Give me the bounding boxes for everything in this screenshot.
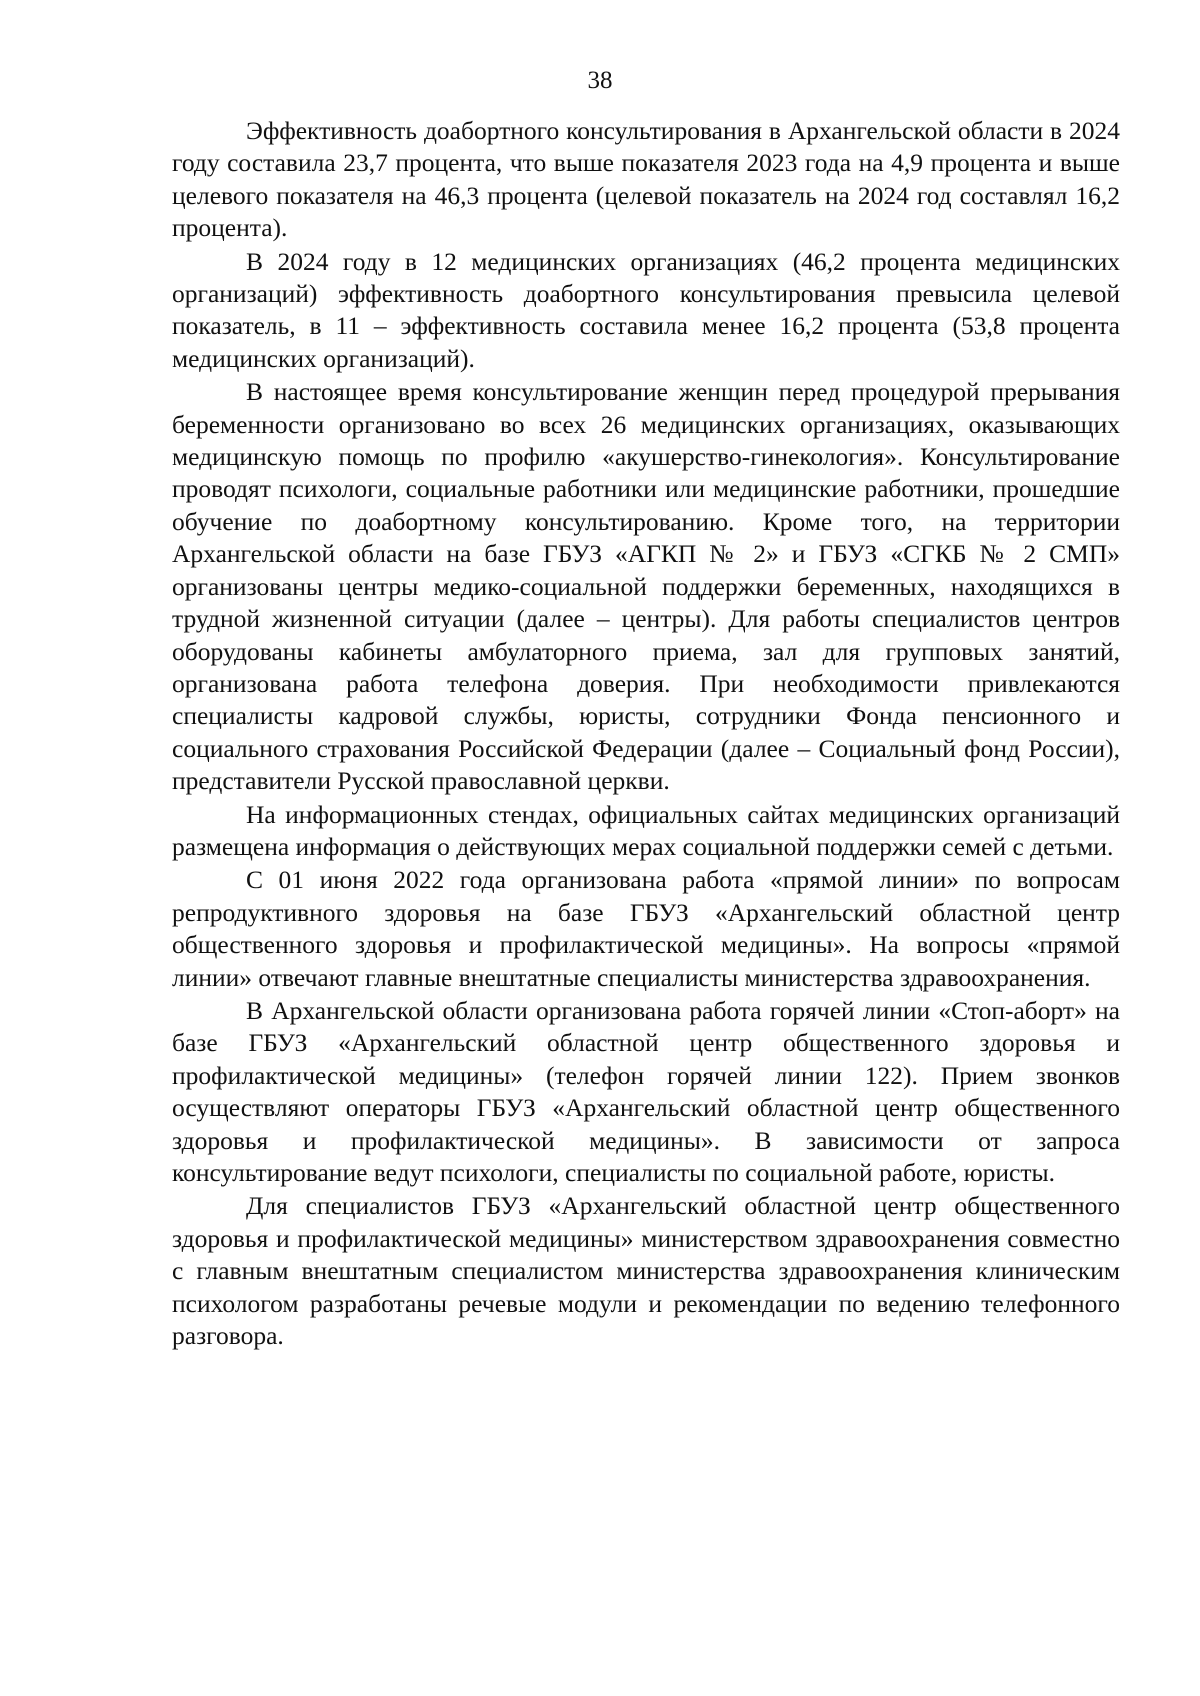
- paragraph-hotline: В Архангельской области организована работа горячей линии «Стоп-аборт» на базе ГБУЗ «Архангельский областной центр общественного здоровья и профилактической медицины» (телефон горячей линии 122). Прием звонков осуществляют операторы ГБУЗ «Архангельский областной центр общественного здоровья и профилактической медицины». В зависимости от запроса консультирование ведут психологи, специалисты по социальной работе, юристы.: [172, 995, 1120, 1187]
- paragraph-consultation-effectiveness: Эффективность доабортного консультирования в Архангельской области в 2024 году составила 23,7 процента, что выше показателя 2023 года на 4,9 процента и выше целевого показателя на 46,3 процента (целевой показатель на 2024 год составлял 16,2 процента).: [172, 116, 1120, 243]
- paragraph-information-stands: На информационных стендах, официальных сайтах медицинских организаций размещена информация о действующих мерах социальной поддержки семей с детьми.: [172, 799, 1120, 861]
- paragraph-speech-modules: Для специалистов ГБУЗ «Архангельский областной центр общественного здоровья и профилактической медицины» министерством здравоохранения совместно с главным внештатным специалистом министерства здравоохранения клиническим психологом разработаны речевые модули и рекомендации по ведению телефонного разговора.: [172, 1191, 1120, 1351]
- paragraph-direct-line: С 01 июня 2022 года организована работа «прямой линии» по вопросам репродуктивного здоровья на базе ГБУЗ «Архангельский областной центр общественного здоровья и профилактической медицины». На вопросы «прямой линии» отвечают главные внештатные специалисты министерства здравоохранения.: [172, 865, 1120, 992]
- paragraph-counseling-centers: В настоящее время консультирование женщин перед процедурой прерывания беременности организовано во всех 26 медицинских организациях, оказывающих медицинскую помощь по профилю «акушерство-гинекология». Консультирование проводят психологи, социальные работники или медицинские работники, прошедшие обучение по доабортному консультированию. Кроме того, на территории Архангельской области на базе ГБУЗ «АГКП № 2» и ГБУЗ «СГКБ № 2 СМП» организованы центры медико-социальной поддержки беременных, находящихся в трудной жизненной ситуации (далее – центры). Для работы специалистов центров оборудованы кабинеты амбулаторного приема, зал для групповых занятий, организована работа телефона доверия. При необходимости привлекаются специалисты кадровой службы, юристы, сотрудники Фонда пенсионного и социального страхования Российской Федерации (далее – Социальный фонд России), представители Русской православной церкви.: [172, 377, 1120, 796]
- document-body: [172, 115, 1120, 1353]
- paragraph-organizations-results: В 2024 году в 12 медицинских организациях (46,2 процента медицинских организаций) эффективность доабортного консультирования превысила целевой показатель, в 11 – эффективность составила менее 16,2 процента (53,8 процента медицинских организаций).: [172, 246, 1120, 373]
- page-number: 38: [587, 67, 613, 94]
